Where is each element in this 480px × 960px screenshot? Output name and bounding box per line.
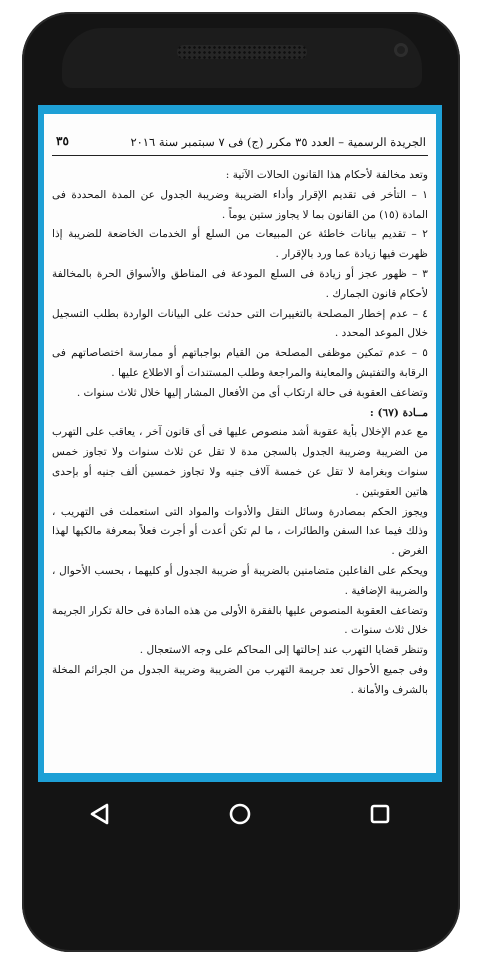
- text-line: ١ – التأخر فى تقديم الإقرار وأداء الضريبة وضريبة الجدول عن المدة المحددة فى المادة (١٥) من القانون بما لا يجاوز ستين يوماً .: [52, 188, 428, 221]
- text-line: وفى جميع الأحوال تعد جريمة التهرب من الضريبة وضريبة الجدول من الجرائم المخلة بالشرف والأمانة .: [52, 663, 428, 696]
- front-camera-icon: [394, 43, 408, 57]
- gazette-title: الجريدة الرسمية – العدد ٣٥ مكرر (ج) فى ٧ سبتمبر سنة ٢٠١٦: [130, 135, 426, 149]
- text-line: ٣ – ظهور عجز أو زيادة فى السلع المودعة فى المناطق والأسواق الحرة بالمخالفة لأحكام قانون الجمارك .: [52, 267, 428, 300]
- text-line: ٤ – عدم إخطار المصلحة بالتغييرات التى حدثت على البيانات الواردة بطلب التسجيل خلال الموعد المحدد .: [52, 307, 428, 340]
- recent-square-icon: [360, 794, 400, 834]
- home-circle-icon: [220, 794, 260, 834]
- recent-apps-button[interactable]: [360, 794, 400, 834]
- text-line: ٥ – عدم تمكين موظفى المصلحة من القيام بواجباتهم أو ممارسة اختصاصاتهم فى الرقابة والتفتيش والمعاينة والمراجعة وطلب المستندات أو الاطلاع عليها .: [52, 347, 428, 379]
- document-header: [52, 133, 428, 156]
- back-triangle-icon: [80, 794, 120, 834]
- text-line: مع عدم الإخلال بأية عقوبة أشد منصوص عليها فى أى قانون آخر ، يعاقب على التهرب من الضريبة وضريبة الجدول بالسجن مدة لا تقل عن ثلاث سنوات ولا تجاوز خمس سنوات وبغرامة لا تقل عن خمسة آلاف جنيه ولا تجاوز خمسين ألف جنيه أو بإحدى هاتين العقوبتين .: [52, 426, 428, 498]
- navigation-bar: [38, 782, 442, 846]
- text-line: وتضاعف العقوبة المنصوص عليها بالفقرة الأولى من هذه المادة فى حالة تكرار الجريمة خلال ثلاث سنوات .: [52, 604, 428, 637]
- document-body: [52, 166, 428, 766]
- page-number: ٣٥: [56, 134, 69, 148]
- document-page[interactable]: [44, 114, 436, 773]
- text-line: وتضاعف العقوبة فى حالة ارتكاب أى من الأفعال المشار إليها خلال ثلاث سنوات .: [76, 386, 428, 399]
- article-heading: مــادة (٦٧) :: [369, 406, 428, 419]
- earpiece-speaker: [177, 45, 307, 59]
- text-line: وتنظر قضايا التهرب عند إحالتها إلى المحاكم على وجه الاستعجال .: [139, 644, 428, 657]
- back-button[interactable]: [80, 794, 120, 834]
- screen: [38, 105, 442, 782]
- home-button[interactable]: [220, 794, 260, 834]
- text-line: ويحكم على الفاعلين متضامنين بالضريبة أو ضريبة الجدول أو كليهما ، بحسب الأحوال ، والضريبة الإضافية .: [52, 564, 428, 597]
- text-line: وتعد مخالفة لأحكام هذا القانون الحالات الآتية :: [225, 169, 428, 181]
- text-line: ٢ – تقديم بيانات خاطئة عن المبيعات من السلع أو الخدمات الخاضعة للضريبة إذا ظهرت فيها زيادة عما ورد بالإقرار .: [52, 228, 428, 261]
- text-line: ويجوز الحكم بمصادرة وسائل النقل والأدوات والمواد التى استعملت فى التهريب ، وذلك فيما عدا السفن والطائرات ، ما لم تكن أعدت أو أجرت فعلاً بمعرفة مالكيها لهذا الغرض .: [52, 505, 428, 558]
